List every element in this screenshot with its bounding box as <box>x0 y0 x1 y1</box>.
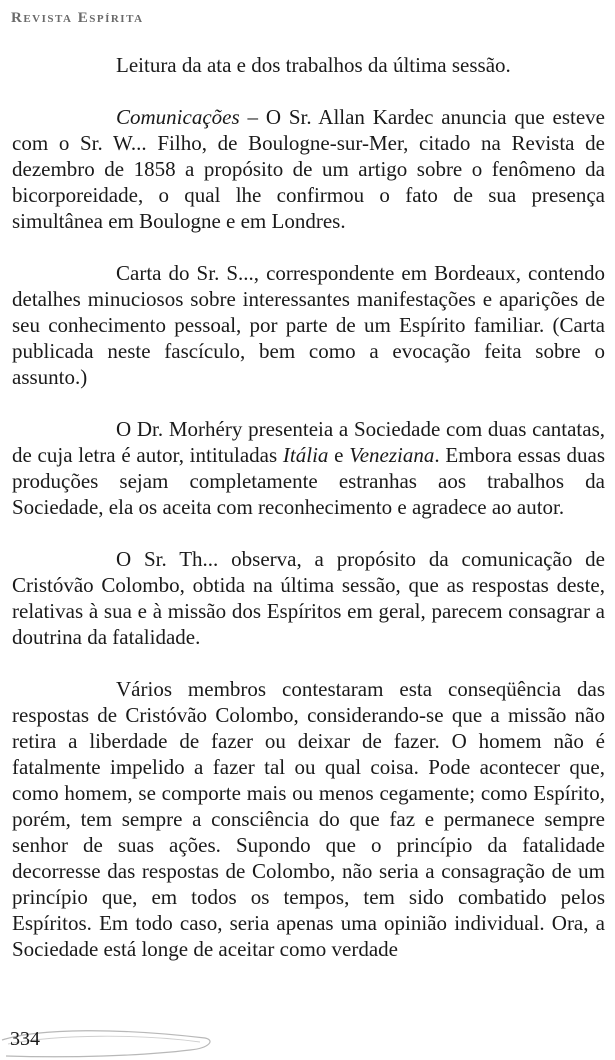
paragraph-contestation: Vários membros contestaram esta conseqüência das respostas de Cristóvão Colombo, considerando-se que a missão não retira a liberdade de fazer ou deixar de fazer. O homem não é fatalmente impelido a fazer tal ou qual coisa. Pode acontecer que, como homem, se comporte mais ou menos cegamente; como Espírito, porém, tem sempre a consciência do que faz e permanece sempre senhor de suas ações. Supondo que o princípio da fatalidade decorresse das respostas de Colombo, não seria a consagração de um princípio que, em todos os tempos, tem sido combatido pelos Espíritos. Em todo caso, seria apenas uma opinião individual. Ora, a Sociedade está longe de aceitar como verdade <box>12 677 605 961</box>
paragraph-letter: Carta do Sr. S..., correspondente em Bordeaux, contendo detalhes minuciosos sobre interessantes manifestações e aparições de seu conhecimento pessoal, por parte de um Espírito familiar. (Carta publicada neste fascículo, bem como a evocação feita sobre o assunto.) <box>12 261 605 389</box>
cantatas-text-c: . Embora essas duas produções sejam completamente estranhas aos trabalhos da Sociedade, ela os aceita com reconhecimento e agradece ao autor. <box>12 443 605 519</box>
running-header: Revista Espírita <box>11 10 144 26</box>
cantata-title-veneziana: Veneziana <box>349 443 435 467</box>
page-number: 334 <box>10 1028 40 1050</box>
body-text <box>12 52 605 962</box>
paragraph-fatality-observation: O Sr. Th... observa, a propósito da comunicação de Cristóvão Colombo, obtida na última sessão, que as respostas deste, relativas à sua e à missão dos Espíritos em geral, parecem consagrar a doutrina da fatalidade. <box>12 547 605 649</box>
paragraph-minutes: Leitura da ata e dos trabalhos da última sessão. <box>116 53 511 77</box>
cantata-title-italia: Itália <box>282 443 329 467</box>
communications-label: Comunicações <box>116 105 240 129</box>
cantatas-text-b: e <box>328 443 350 467</box>
paragraph-cantatas <box>12 416 605 520</box>
page-footer <box>0 1026 615 1060</box>
cantatas-text-a: O Dr. Morhéry presenteia a Sociedade com duas cantatas, de cuja letra é autor, intituladas <box>12 417 605 467</box>
communications-text: – O Sr. Allan Kardec anuncia que esteve com o Sr. W... Filho, de Boulogne-sur-Mer, citado na Revista de dezembro de 1858 a propósito de um artigo sobre o fenômeno da bicorporeidade, o qual lhe confirmou o fato de sua presença simultânea em Boulogne e em Londres. <box>12 105 605 233</box>
paragraph-communications <box>12 104 605 234</box>
